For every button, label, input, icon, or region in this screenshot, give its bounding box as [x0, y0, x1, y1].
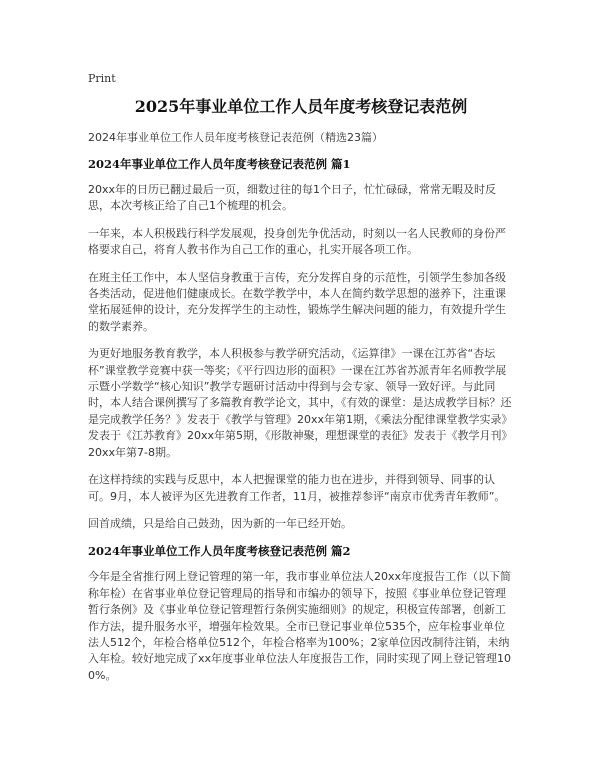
paragraph: 20xx年的日历已翻过最后一页，细数过往的每1个日子，忙忙碌碌，常常无暇及时反思，本次考核正给了自己1个梳理的机会。	[88, 183, 497, 213]
paragraph: 在这样持续的实践与反思中，本人把握课堂的能力也在进步，并得到领导、同事的认可。9月，本人被评为区先进教育工作者，11月，被推荐参评“南京市优秀青年教师”。	[88, 473, 506, 503]
document-subtitle: 2024年事业单位工作人员年度考核登记表范例（精选23篇）	[88, 131, 383, 144]
paragraph: 今年是全省推行网上登记管理的第一年，我市事业单位法人20xx年度报告工作（以下简称年检）在省事业单位登记管理局的指导和市编办的领导下，按照《事业单位登记管理暂行条例》及《事业单位登记管理暂行条例实施细则》的规定，积极宣传部署，创新工作方法，提升服务水平，增强年检效果。全市已登记事业单位535个，应年检事业单位法人512个，年检合格单位512个，年检合格率为100%；2家单位因改制待注销，未纳入年检。较好地完成了xx年度事业单位法人年度报告工作，同时实现了网上登记管理100%。	[88, 570, 512, 682]
section-2	[88, 543, 514, 684]
document-title: 2025年事业单位工作人员年度考核登记表范例	[134, 97, 468, 116]
section-heading: 2024年事业单位工作人员年度考核登记表范例 篇2	[88, 544, 351, 559]
paragraph: 一年来，本人积极践行科学发展观，投身创先争优活动，时刻以一名人民教师的身份严格要求自己，将育人教书作为自己工作的重心，扎实开展各项工作。	[88, 226, 506, 257]
section-heading: 2024年事业单位工作人员年度考核登记表范例 篇1	[88, 157, 351, 171]
paragraph: 回首成绩，只是给自己鼓劲，因为新的一年已经开始。	[88, 516, 352, 530]
paragraph: 在班主任工作中，本人坚信身教重于言传，充分发挥自身的示范性，引领学生参加各级各类活动，促进他们健康成长。在数学教学中，本人在简约数学思想的滋养下，注重课堂拓展延伸的设计，充分发挥学生的主动性，锻炼学生解决问题的能力，有效提升学生的数学素养。	[88, 270, 506, 333]
section-1	[88, 156, 514, 532]
print-link[interactable]: Print	[88, 72, 116, 85]
paragraph: 为更好地服务教育教学，本人积极参与教学研究活动，《运算律》一课在江苏省“杏坛杯”课堂教学竞赛中获一等奖；《平行四边形的面积》一课在江苏省苏派青年名师教学展示暨小学数学“核心知识”教学专题研讨活动中得到与会专家、领导一致好评。与此同时，本人结合课例撰写了多篇教育教学论文，其中，《有效的课堂：是达成教学目标？还是完成教学任务？》发表于《教学与管理》20xx年第1期，《乘法分配律课堂教学实录》发表于《江苏教育》20xx年第5期，《形散神聚，理想课堂的表征》发表于《教学月刊》20xx年第7-8期。	[88, 347, 513, 459]
